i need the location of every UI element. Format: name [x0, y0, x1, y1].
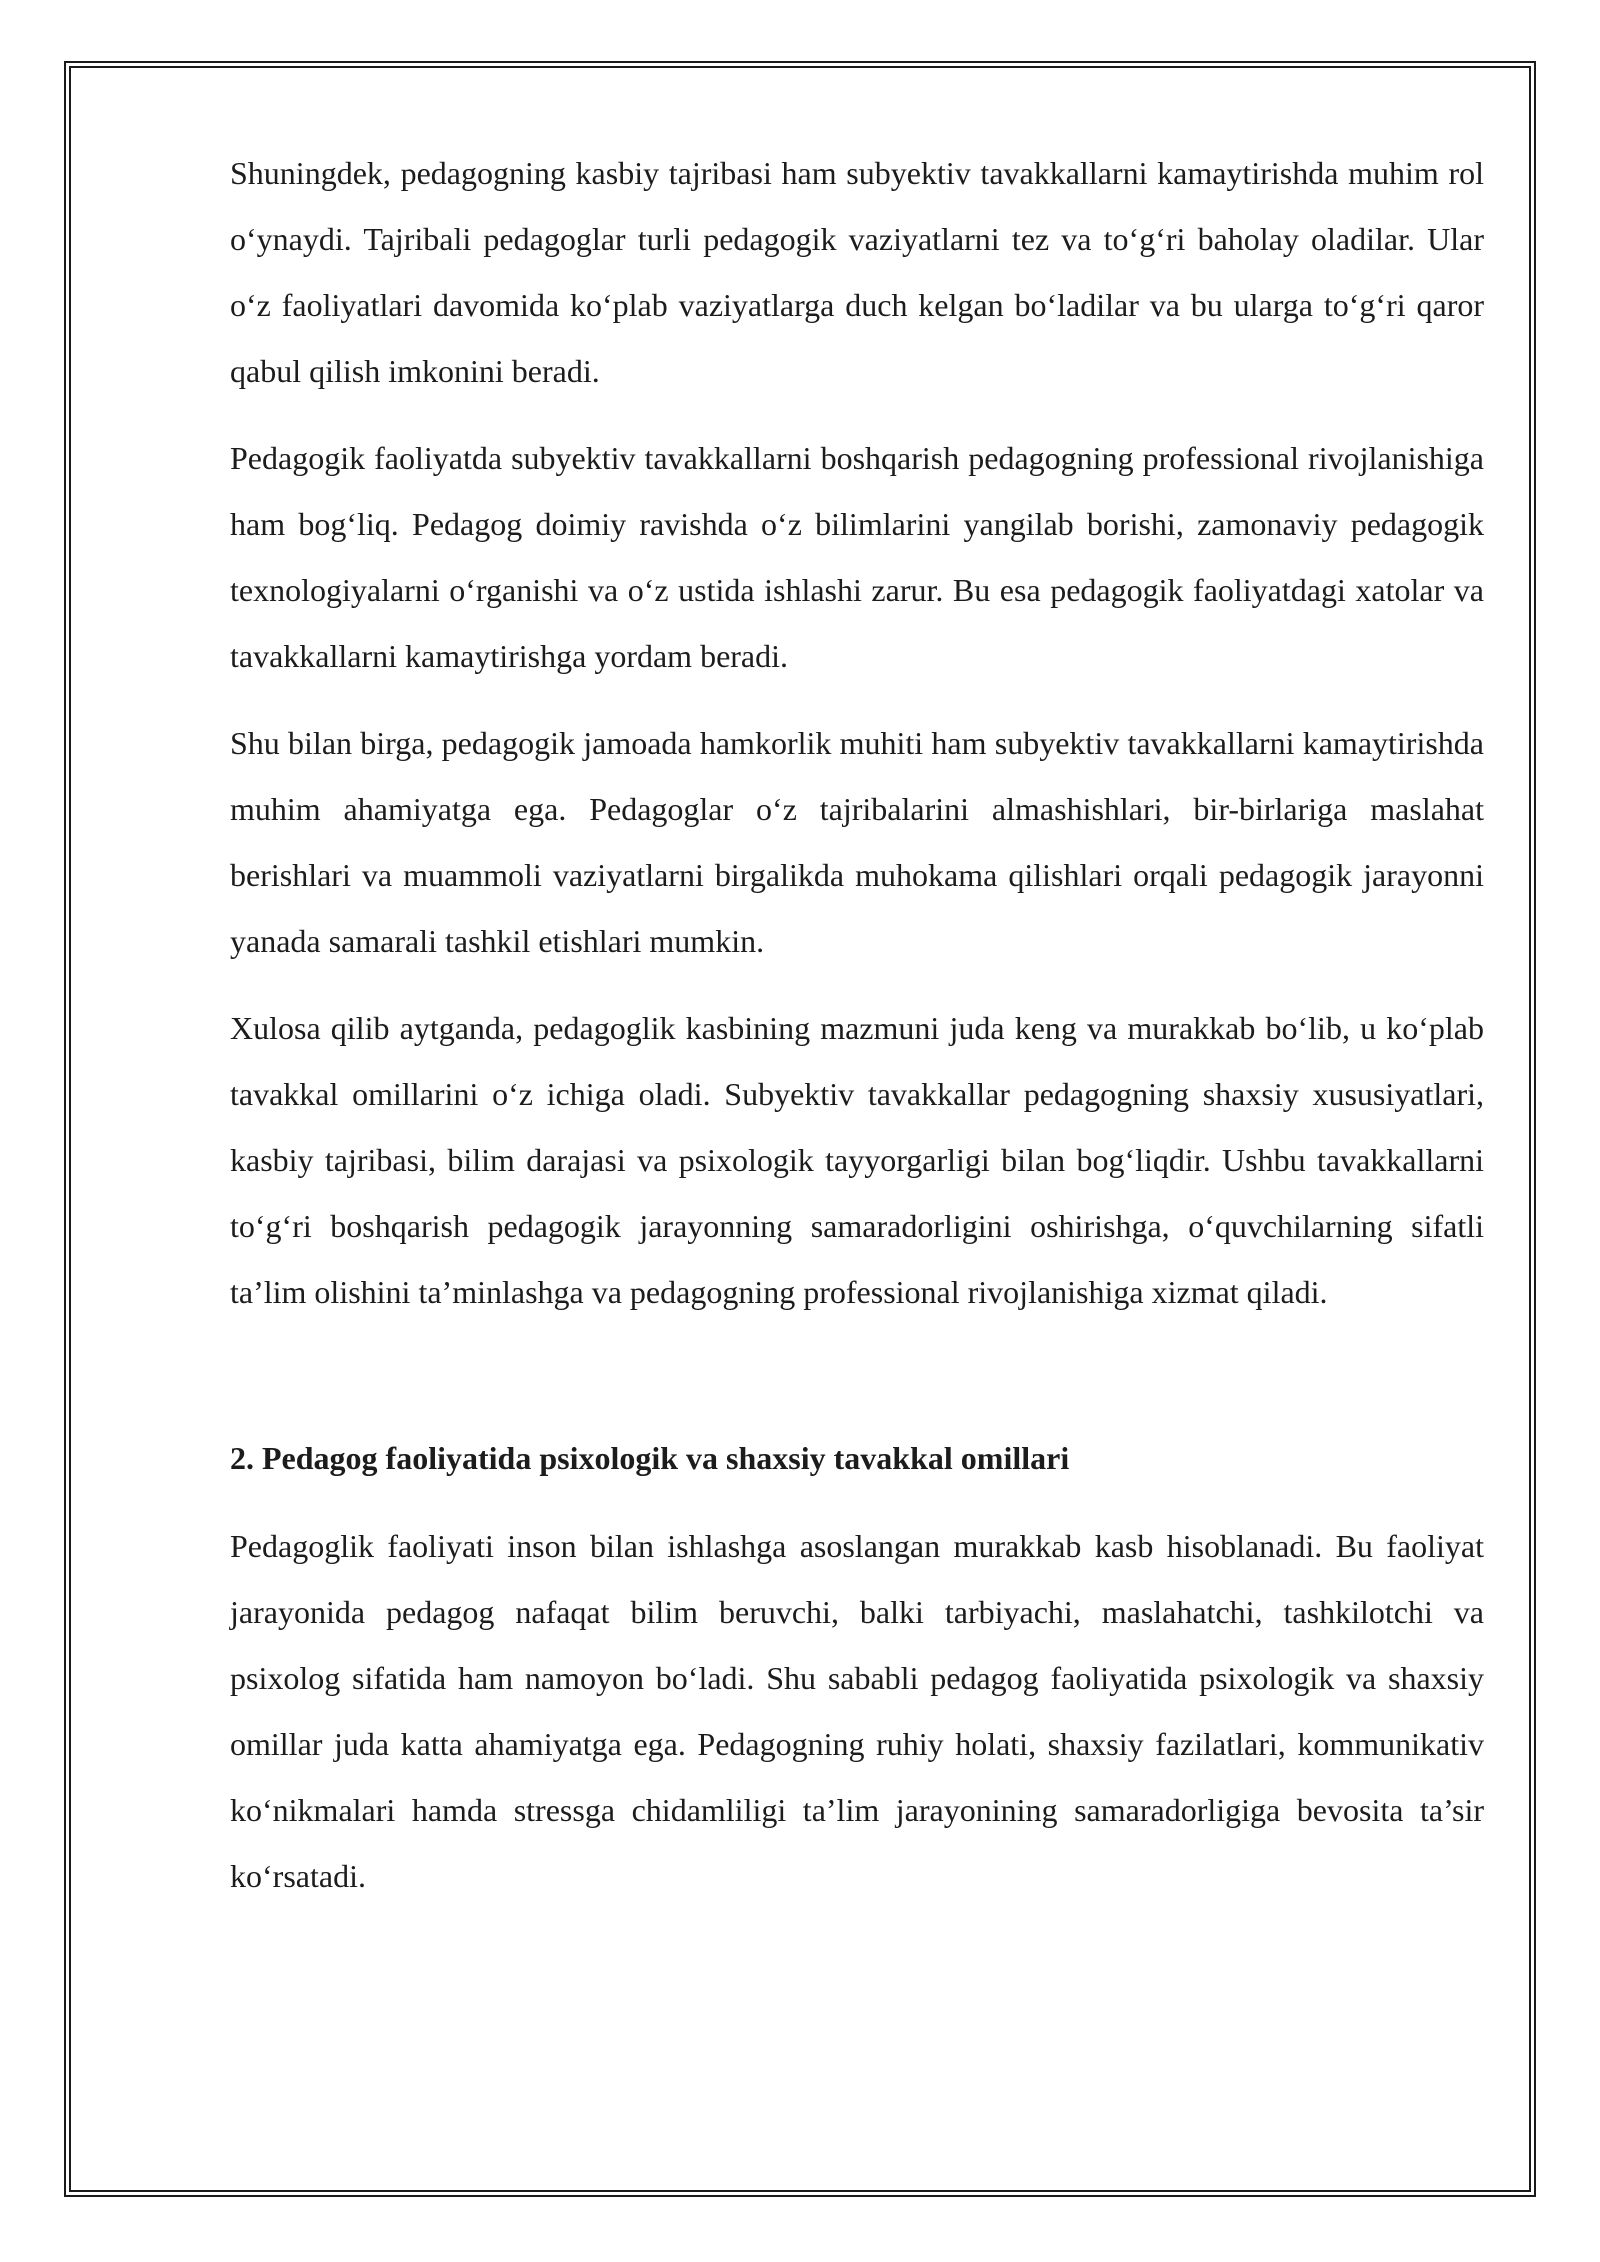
paragraph-professional-rivojlanish: Pedagogik faoliyatda subyektiv tavakkallarni boshqarish pedagogning professional rivojlanishiga ham bog‘liq. Pedagog doimiy ravishda o‘z bilimlarini yangilab borishi, zamonaviy pedagogik texnologiyalarni o‘rganishi va o‘z ustida ishlashi zarur. Bu esa pedagogik faoliyatdagi xatolar va tavakkallarni kamaytirishga yordam beradi. — [230, 440, 1484, 674]
paragraph-psixologik-shaxsiy-omillar: Pedagoglik faoliyati inson bilan ishlashga asoslangan murakkab kasb hisoblanadi. Bu faoliyat jarayonida pedagog nafaqat bilim beruvchi, balki tarbiyachi, maslahatchi, tashkilotchi va psixolog sifatida ham namoyon bo‘ladi. Shu sababli pedagog faoliyatida psixologik va shaxsiy omillar juda katta ahamiyatga ega. Pedagogning ruhiy holati, shaxsiy fazilatlari, kommunikativ ko‘nikmalari hamda stressga chidamliligi ta’lim jarayonining samaradorligiga bevosita ta’sir ko‘rsatadi. — [230, 1528, 1484, 1894]
paragraph-xulosa: Xulosa qilib aytganda, pedagoglik kasbining mazmuni juda keng va murakkab bo‘lib, u ko‘plab tavakkal omillarini o‘z ichiga oladi. Subyektiv tavakkallar pedagogning shaxsiy xususiyatlari, kasbiy tajribasi, bilim darajasi va psixologik tayyorgarligi bilan bog‘liqdir. Ushbu tavakkallarni to‘g‘ri boshqarish pedagogik jarayonning samaradorligini oshirishga, o‘quvchilarning sifatli ta’lim olishini ta’minlashga va pedagogning professional rivojlanishiga xizmat qiladi. — [230, 1010, 1484, 1310]
section-heading: 2. Pedagog faoliyatida psixologik va shaxsiy tavakkal omillari — [230, 1440, 1070, 1476]
paragraph-hamkorlik-muhiti: Shu bilan birga, pedagogik jamoada hamkorlik muhiti ham subyektiv tavakkallarni kamaytirishda muhim ahamiyatga ega. Pedagoglar o‘z tajribalarini almashishlari, bir-birlariga maslahat berishlari va muammoli vaziyatlarni birgalikda muhokama qilishlari orqali pedagogik jarayonni yanada samarali tashkil etishlari mumkin. — [230, 725, 1484, 959]
paragraph-subyektiv-tajriba: Shuningdek, pedagogning kasbiy tajribasi ham subyektiv tavakkallarni kamaytirishda muhim rol o‘ynaydi. Tajribali pedagoglar turli pedagogik vaziyatlarni tez va to‘g‘ri baholay oladilar. Ular o‘z faoliyatlari davomida ko‘plab vaziyatlarga duch kelgan bo‘ladilar va bu ularga to‘g‘ri qaror qabul qilish imkonini beradi. — [230, 155, 1484, 389]
document-body — [230, 140, 1484, 1930]
